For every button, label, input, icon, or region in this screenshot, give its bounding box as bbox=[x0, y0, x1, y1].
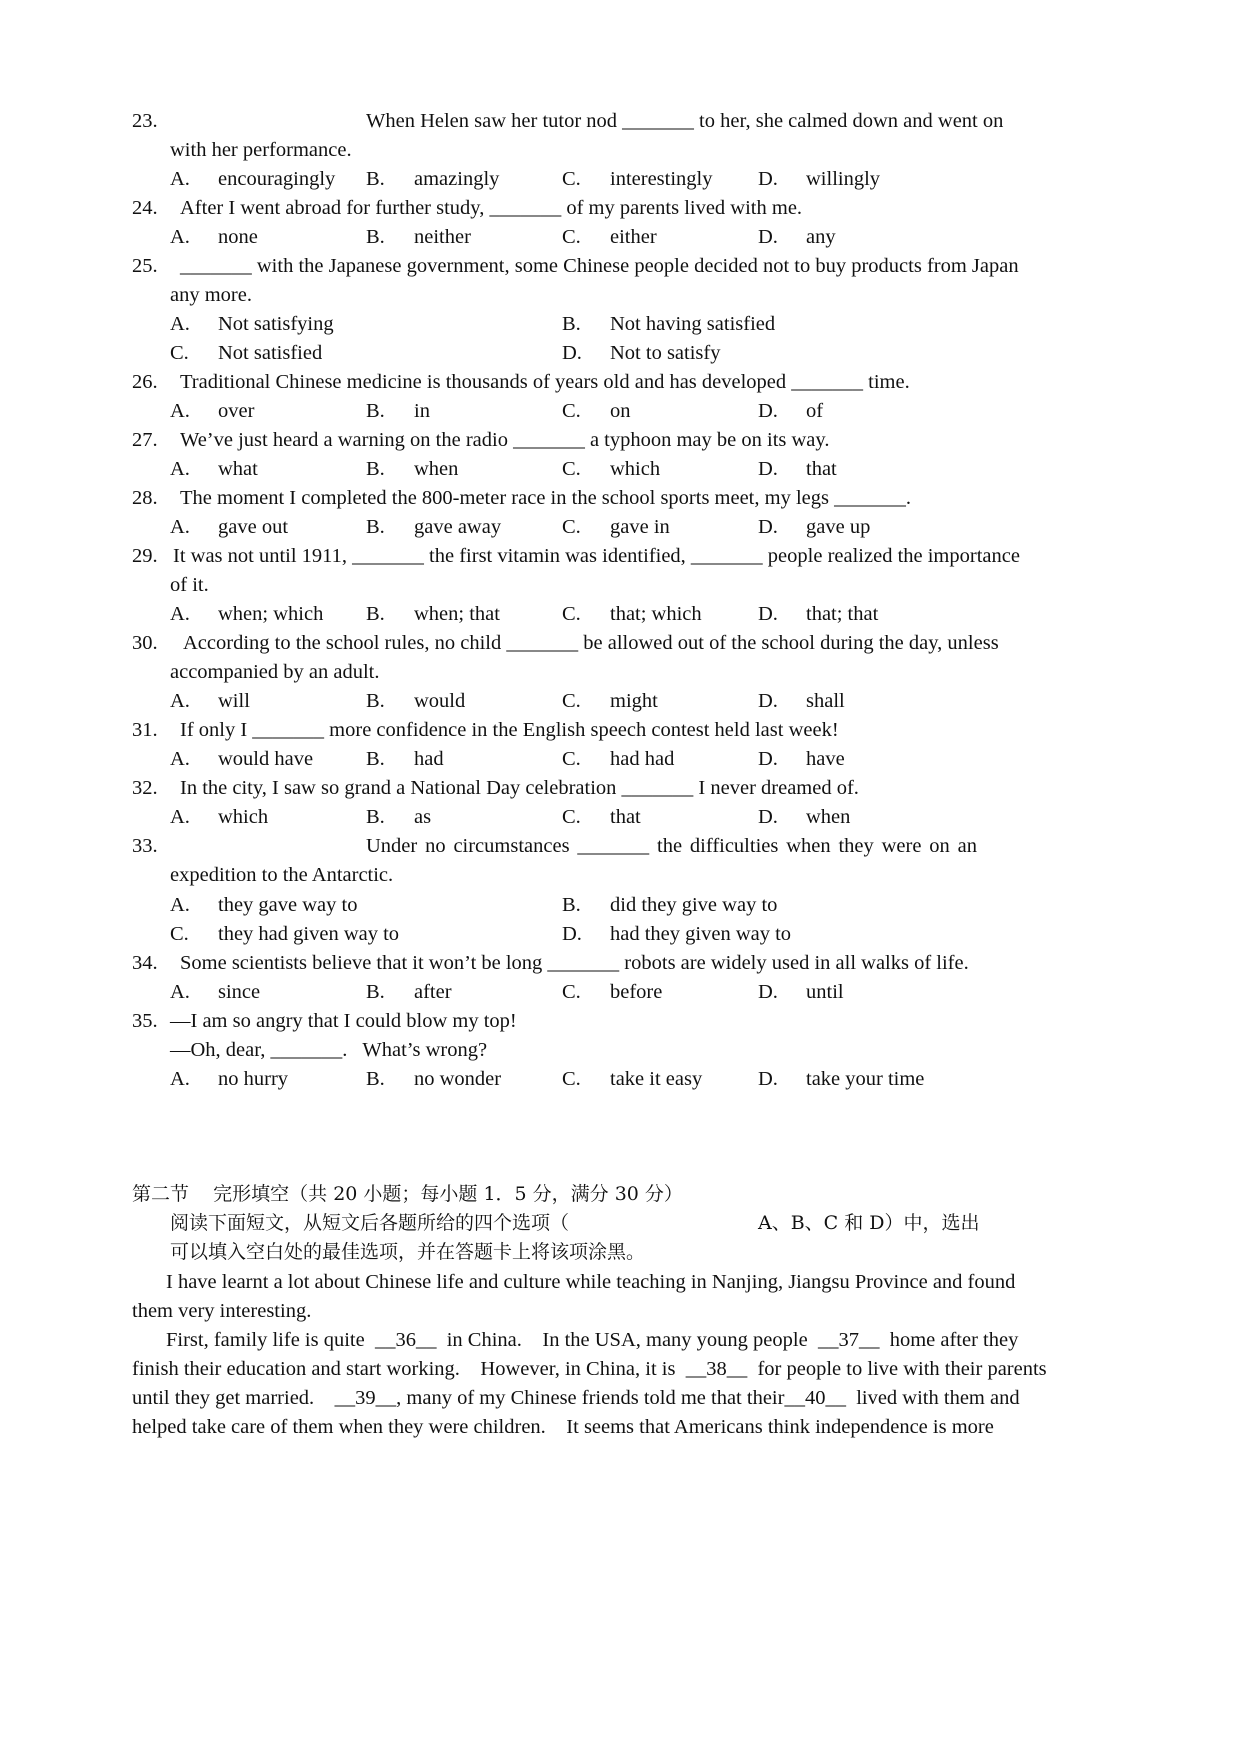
option-c: C. take it easy bbox=[562, 1068, 703, 1090]
option-c: C. that; which bbox=[562, 603, 702, 625]
option-b: B. when bbox=[366, 458, 459, 480]
instructions-line: 阅读下面短文，从短文后各题所给的四个选项（ bbox=[170, 1212, 570, 1234]
option-d: D. willingly bbox=[758, 168, 881, 190]
question-stem: any more. bbox=[170, 284, 252, 306]
question-stem: accompanied by an adult. bbox=[170, 661, 380, 683]
option-d: D. when bbox=[758, 806, 851, 828]
question-stem: Traditional Chinese medicine is thousands of years old and has developed _______ time. bbox=[180, 371, 910, 393]
question-number: 29. bbox=[132, 545, 158, 567]
option-a: A. no hurry bbox=[170, 1068, 289, 1090]
instructions-line: A、B、C 和 D）中，选出 bbox=[758, 1212, 980, 1234]
option-b: B. Not having satisfied bbox=[562, 313, 776, 335]
question-stem: of it. bbox=[170, 574, 209, 596]
option-c: C. gave in bbox=[562, 516, 670, 538]
question-stem: _______ with the Japanese government, some Chinese people decided not to buy products from Japan bbox=[180, 255, 1019, 277]
question-number: 28. bbox=[132, 487, 158, 509]
option-b: B. would bbox=[366, 690, 466, 712]
option-b: B. had bbox=[366, 748, 444, 770]
option-a: A. since bbox=[170, 981, 261, 1003]
option-c: C. that bbox=[562, 806, 641, 828]
passage-line: finish their education and start working. However, in China, it is __38__ for people to live with their parents bbox=[132, 1358, 1047, 1380]
question-stem: In the city, I saw so grand a National Day celebration _______ I never dreamed of. bbox=[180, 777, 859, 799]
option-b: B. neither bbox=[366, 226, 471, 248]
option-d: D. take your time bbox=[758, 1068, 925, 1090]
option-b: B. in bbox=[366, 400, 430, 422]
option-a: A. Not satisfying bbox=[170, 313, 334, 335]
option-d: D. gave up bbox=[758, 516, 871, 538]
option-c: C. before bbox=[562, 981, 663, 1003]
option-b: B. as bbox=[366, 806, 432, 828]
option-c: C. which bbox=[562, 458, 661, 480]
question-stem: Under no circumstances _______ the difficulties when they were on an bbox=[366, 835, 977, 857]
option-a: A. none bbox=[170, 226, 258, 248]
question-stem: Some scientists believe that it won’t be long _______ robots are widely used in all walks of life. bbox=[180, 952, 969, 974]
option-d: D. had they given way to bbox=[562, 923, 792, 945]
passage-line: them very interesting. bbox=[132, 1300, 312, 1322]
question-number: 33. bbox=[132, 835, 158, 857]
question-stem: After I went abroad for further study, _______ of my parents lived with me. bbox=[180, 197, 803, 219]
question-number: 25. bbox=[132, 255, 158, 277]
option-a: A. when; which bbox=[170, 603, 324, 625]
option-c: C. either bbox=[562, 226, 657, 248]
dialogue-line: —Oh, dear, _______. What’s wrong? bbox=[170, 1039, 488, 1061]
option-c: C. interestingly bbox=[562, 168, 713, 190]
question-stem: According to the school rules, no child _______ be allowed out of the school during the day, unless bbox=[183, 632, 999, 654]
option-a: A. over bbox=[170, 400, 255, 422]
option-c: C. they had given way to bbox=[170, 923, 400, 945]
question-number: 35. bbox=[132, 1010, 158, 1032]
option-a: A. they gave way to bbox=[170, 894, 358, 916]
option-a: A. which bbox=[170, 806, 269, 828]
option-a: A. will bbox=[170, 690, 250, 712]
option-a: A. encouragingly bbox=[170, 168, 336, 190]
option-d: D. that bbox=[758, 458, 837, 480]
option-a: A. what bbox=[170, 458, 258, 480]
question-stem: expedition to the Antarctic. bbox=[170, 864, 394, 886]
option-c: C. might bbox=[562, 690, 658, 712]
question-number: 31. bbox=[132, 719, 158, 741]
option-d: D. until bbox=[758, 981, 844, 1003]
question-number: 23. bbox=[132, 110, 158, 132]
question-number: 27. bbox=[132, 429, 158, 451]
option-b: B. after bbox=[366, 981, 452, 1003]
passage-line: until they get married. __39__, many of my Chinese friends told me that their__40__ lived with them and bbox=[132, 1387, 1020, 1409]
passage-line: First, family life is quite __36__ in China. In the USA, many young people __37__ home after they bbox=[166, 1329, 1019, 1351]
option-c: C. on bbox=[562, 400, 631, 422]
option-d: D. Not to satisfy bbox=[562, 342, 721, 364]
question-number: 24. bbox=[132, 197, 158, 219]
option-a: A. gave out bbox=[170, 516, 289, 538]
question-stem: It was not until 1911, _______ the first vitamin was identified, _______ people realized the importance bbox=[173, 545, 1020, 567]
option-c: C. Not satisfied bbox=[170, 342, 323, 364]
option-b: B. gave away bbox=[366, 516, 502, 538]
question-number: 34. bbox=[132, 952, 158, 974]
question-number: 26. bbox=[132, 371, 158, 393]
option-b: B. when; that bbox=[366, 603, 500, 625]
option-c: C. had had bbox=[562, 748, 675, 770]
section-heading: 第二节 完形填空（共 20 小题；每小题 1．5 分，满分 30 分） bbox=[132, 1183, 683, 1205]
question-number: 30. bbox=[132, 632, 158, 654]
question-stem: with her performance. bbox=[170, 139, 352, 161]
question-stem: We’ve just heard a warning on the radio _______ a typhoon may be on its way. bbox=[180, 429, 830, 451]
option-a: A. would have bbox=[170, 748, 314, 770]
question-stem: The moment I completed the 800-meter race in the school sports meet, my legs _______. bbox=[180, 487, 911, 509]
option-d: D. shall bbox=[758, 690, 845, 712]
option-d: D. of bbox=[758, 400, 824, 422]
option-d: D. any bbox=[758, 226, 836, 248]
question-number: 32. bbox=[132, 777, 158, 799]
instructions-line: 可以填入空白处的最佳选项，并在答题卡上将该项涂黑。 bbox=[170, 1241, 646, 1263]
question-stem: When Helen saw her tutor nod _______ to her, she calmed down and went on bbox=[366, 110, 1004, 132]
passage-line: I have learnt a lot about Chinese life and culture while teaching in Nanjing, Jiangsu Province and found bbox=[166, 1271, 1016, 1293]
option-b: B. no wonder bbox=[366, 1068, 502, 1090]
option-b: B. amazingly bbox=[366, 168, 500, 190]
passage-line: helped take care of them when they were children. It seems that Americans think independence is more bbox=[132, 1416, 994, 1438]
question-stem: If only I _______ more confidence in the English speech contest held last week! bbox=[180, 719, 839, 741]
dialogue-line: —I am so angry that I could blow my top! bbox=[170, 1010, 517, 1032]
option-b: B. did they give way to bbox=[562, 894, 778, 916]
option-d: D. have bbox=[758, 748, 845, 770]
option-d: D. that; that bbox=[758, 603, 879, 625]
